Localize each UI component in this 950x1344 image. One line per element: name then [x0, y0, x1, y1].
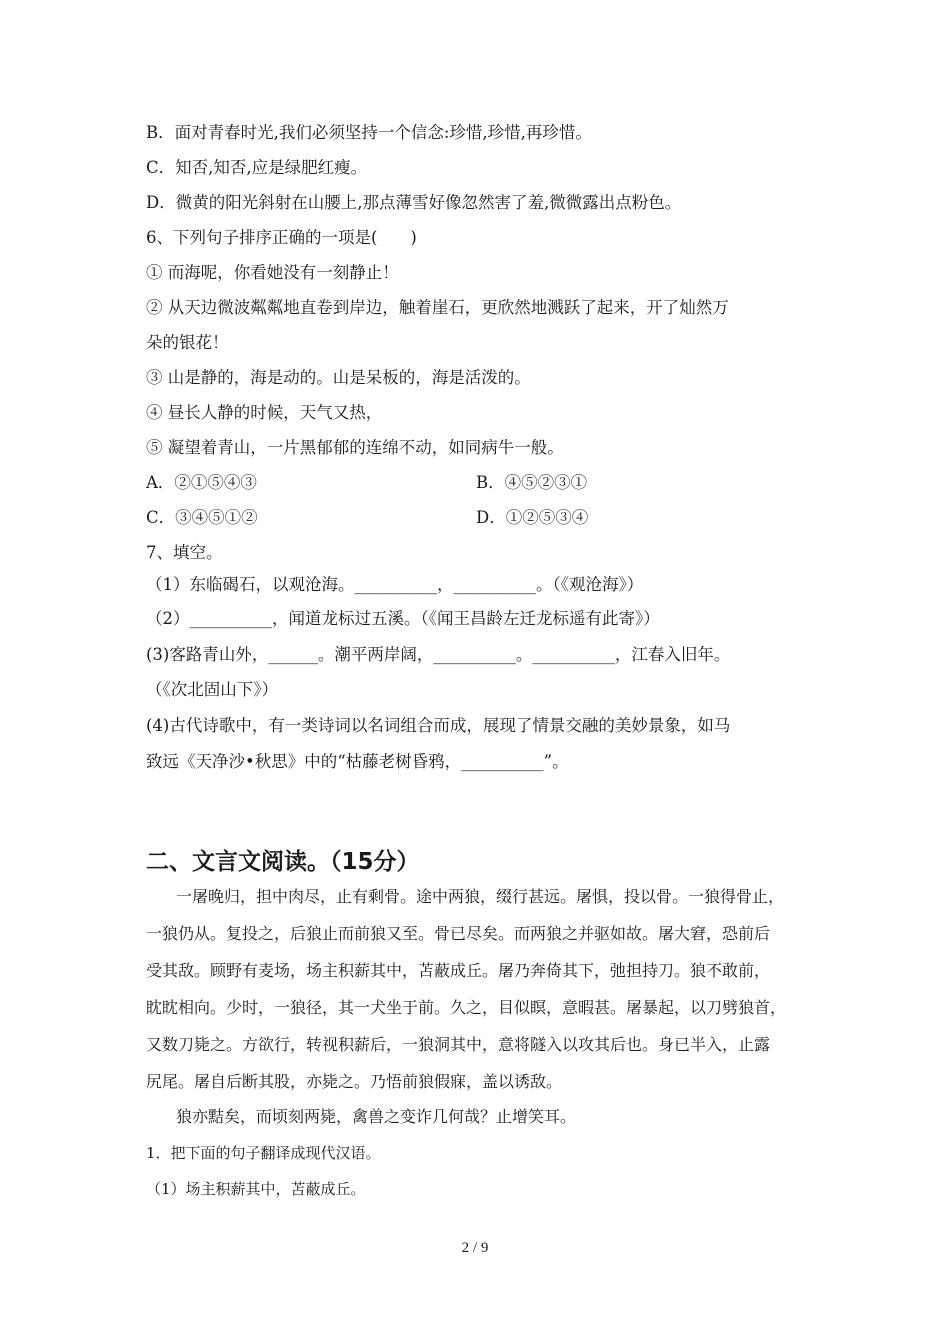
- section-heading: 二、文言文阅读。（15分）: [146, 849, 420, 875]
- sentence-1: ① 而海呢，你看她没有一刻静止！: [146, 263, 399, 282]
- question-7-stem: 7、填空。: [146, 543, 223, 562]
- option-c: C．③④⑤①②: [146, 508, 258, 527]
- option-d: D．①②⑤③④: [476, 508, 589, 527]
- fill-blank-4-cont: 致远《天净沙•秋思》中的“枯藤老树昏鸦，__________”。: [146, 752, 569, 771]
- sentence-2-cont: 朵的银花！: [146, 333, 229, 352]
- option-d-prev: D．微黄的阳光斜射在山腰上,那点薄雪好像忽然害了羞,微微露出点粉色。: [146, 193, 682, 212]
- sentence-2: ② 从天边微波粼粼地直卷到岸边，触着崖石，更欣然地溅跃了起来，开了灿然万: [146, 298, 729, 317]
- option-b: B．④⑤②③①: [476, 473, 588, 492]
- page-number: 2 / 9: [461, 1240, 489, 1256]
- sentence-3: ③ 山是静的，海是动的。山是呆板的，海是活泼的。: [146, 368, 531, 387]
- passage-closing: 狼亦黠矣，而顷刻两毙，禽兽之变诈几何哉？止增笑耳。: [176, 1107, 577, 1126]
- question-6-stem: 6、下列句子排序正确的一项是( ): [146, 228, 417, 247]
- passage-line: 尻尾。屠自后断其股，亦毙之。乃悟前狼假寐，盖以诱敌。: [146, 1072, 563, 1091]
- passage-line: 又数刀毙之。方欲行，转视积薪后，一狼洞其中，意将隧入以攻其后也。身已半入，止露: [146, 1035, 771, 1054]
- sentence-5: ⑤ 凝望着青山，一片黑郁郁的连绵不动，如同病牛一般。: [146, 438, 564, 457]
- fill-blank-2: （2）__________，闻道龙标过五溪。（《闻王昌龄左迁龙标遥有此寄》）: [146, 609, 660, 628]
- passage-line: 一屠晚归，担中肉尽，止有剩骨。途中两狼，缀行甚远。屠惧，投以骨。一狼得骨止，: [176, 887, 785, 906]
- passage-line: 眈眈相向。少时，一狼径，其一犬坐于前。久之，目似瞑，意暇甚。屠暴起，以刀劈狼首，: [146, 998, 787, 1017]
- translation-question: 1．把下面的句子翻译成现代汉语。: [146, 1144, 381, 1162]
- passage-line: 受其敌。顾野有麦场，场主积薪其中，苫蔽成丘。屠乃奔倚其下，弛担持刀。狼不敢前，: [146, 961, 771, 980]
- fill-blank-3: (3)客路青山外，______。潮平两岸阔，__________。__________，江春入旧年。: [146, 645, 731, 664]
- sentence-4: ④ 昼长人静的时候，天气又热，: [146, 403, 383, 422]
- fill-blank-1: （1）东临碣石，以观沧海。__________，__________。（《观沧海》）: [146, 575, 644, 594]
- option-b-prev: B．面对青春时光,我们必须坚持一个信念:珍惜,珍惜,再珍惜。: [146, 123, 592, 142]
- fill-blank-3-source: （《次北固山下》）: [146, 680, 278, 699]
- fill-blank-4: (4)古代诗歌中，有一类诗词以名词组合而成，展现了情景交融的美妙景象，如马: [146, 716, 731, 735]
- passage-line: 一狼仍从。复投之，后狼止而前狼又至。骨已尽矣。而两狼之并驱如故。屠大窘，恐前后: [146, 924, 771, 943]
- translation-item-1: （1）场主积薪其中，苫蔽成丘。: [146, 1180, 366, 1198]
- option-a: A．②①⑤④③: [146, 473, 257, 492]
- option-c-prev: C．知否,知否,应是绿肥红瘦。: [146, 158, 368, 177]
